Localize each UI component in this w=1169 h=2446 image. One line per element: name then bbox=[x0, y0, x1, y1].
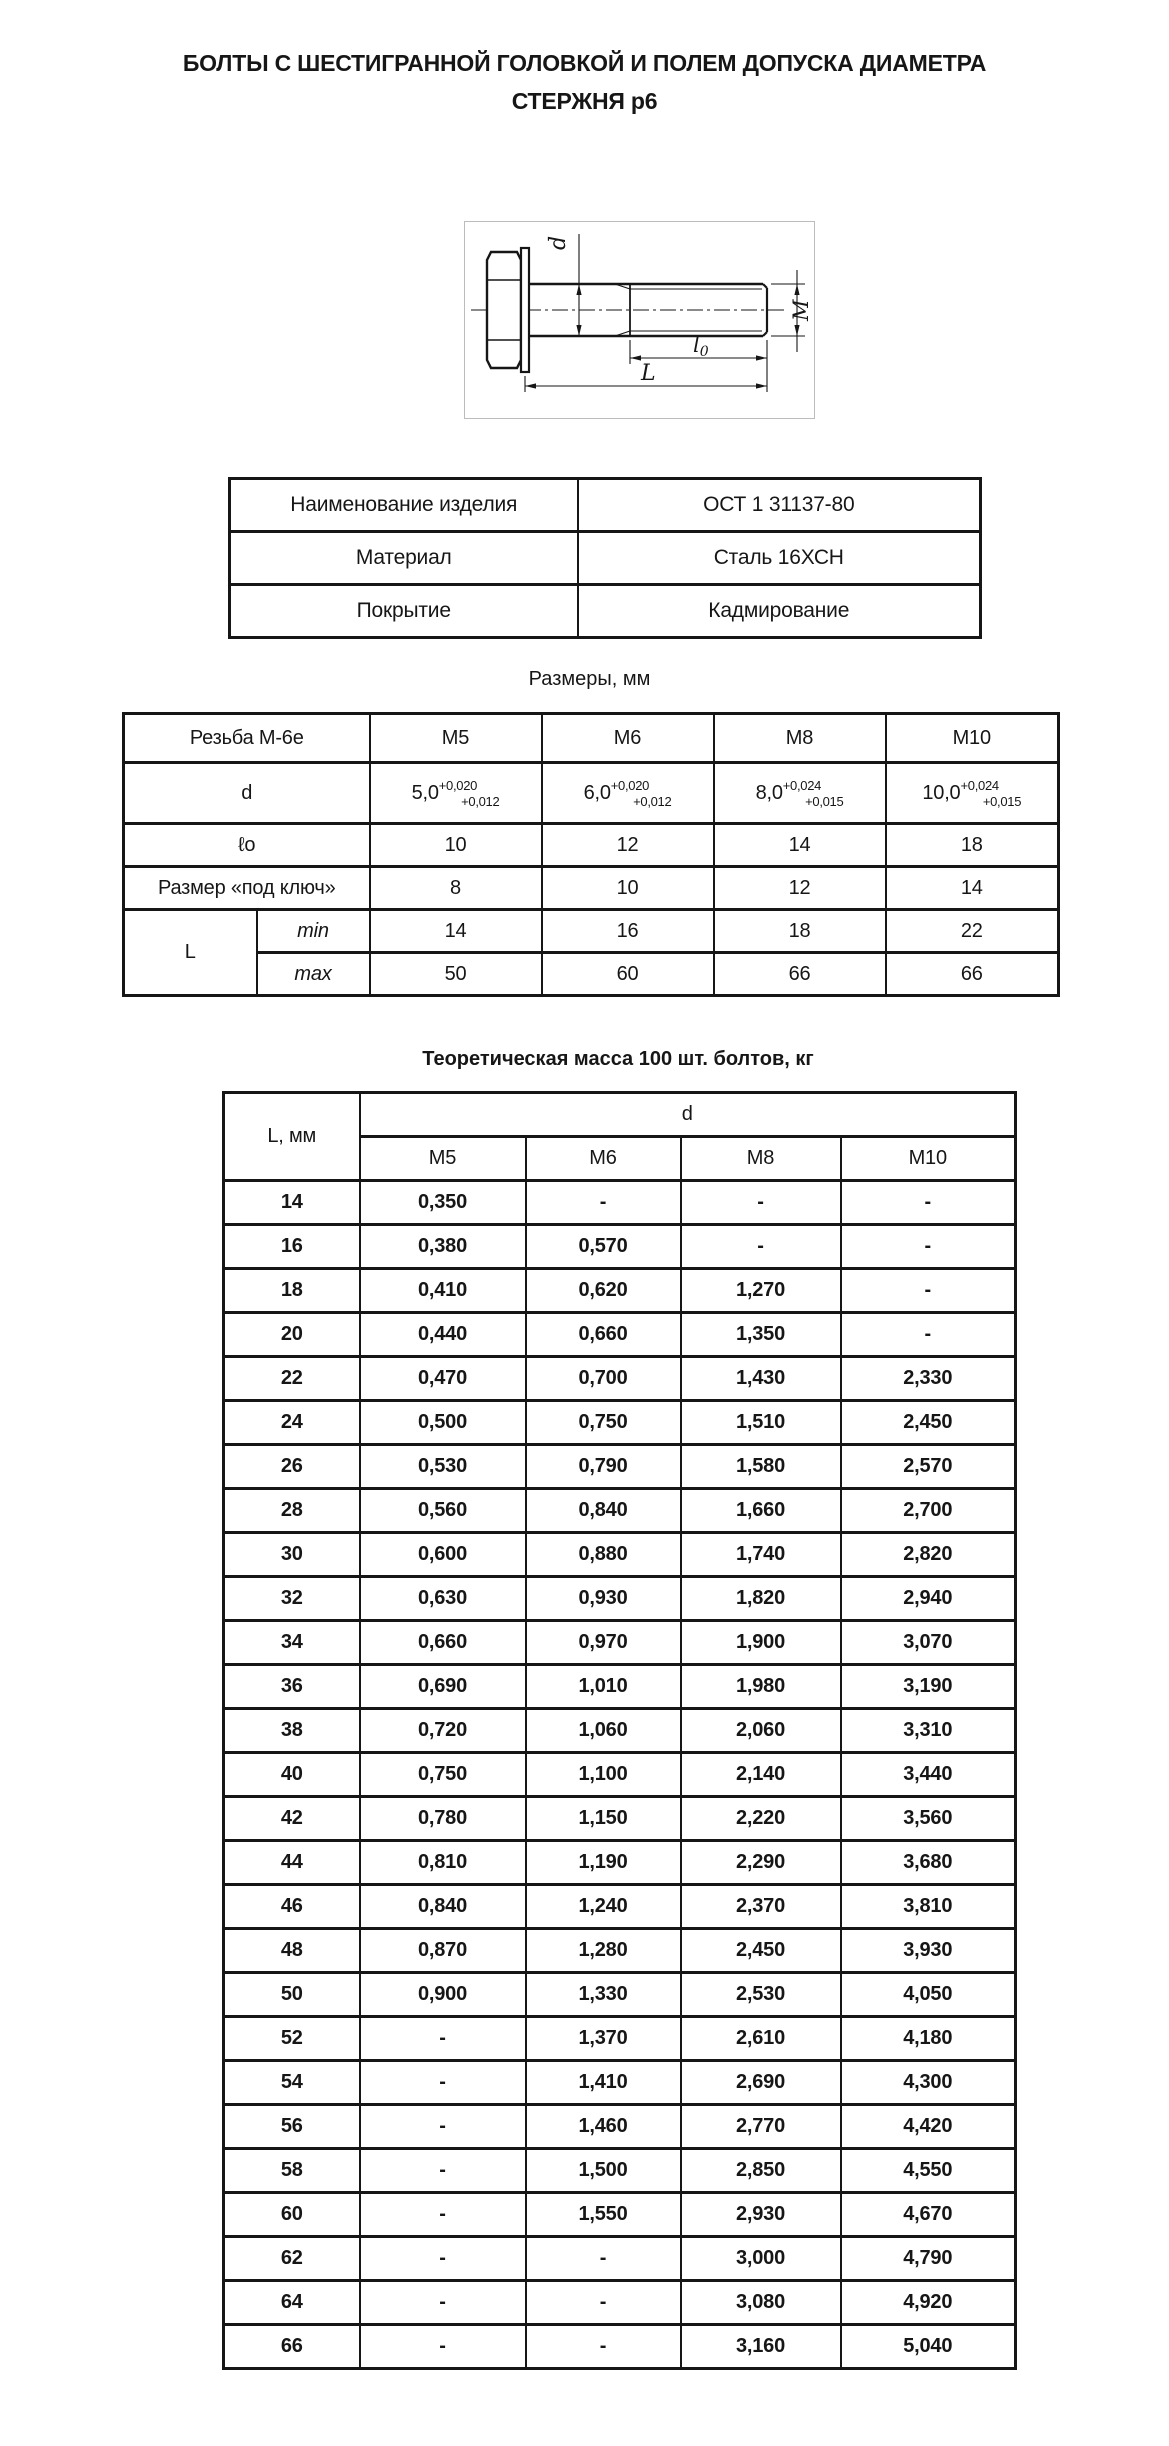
mass-row-length: 16 bbox=[224, 1225, 360, 1269]
mass-cell: 2,330 bbox=[841, 1357, 1016, 1401]
mass-cell: 1,580 bbox=[681, 1445, 841, 1489]
mass-cell: 0,750 bbox=[526, 1401, 681, 1445]
mass-cell: - bbox=[526, 1181, 681, 1225]
mass-table-body bbox=[224, 1093, 1016, 2369]
page-title-line2: СТЕРЖНЯ р6 bbox=[511, 88, 658, 114]
dim-max-value: 50 bbox=[370, 953, 542, 996]
mass-table-row bbox=[224, 1401, 1016, 1445]
mass-table bbox=[222, 1091, 1017, 2370]
mass-cell: - bbox=[841, 1225, 1016, 1269]
mass-cell: 3,080 bbox=[681, 2281, 841, 2325]
mass-cell: 3,190 bbox=[841, 1665, 1016, 1709]
mass-row-length: 54 bbox=[224, 2061, 360, 2105]
mass-cell: 4,670 bbox=[841, 2193, 1016, 2237]
mass-cell: 0,470 bbox=[360, 1357, 526, 1401]
bolt-collar bbox=[521, 248, 529, 372]
mass-cell: 0,900 bbox=[360, 1973, 526, 2017]
info-value: Кадмирование bbox=[578, 585, 981, 638]
mass-cell: 4,790 bbox=[841, 2237, 1016, 2281]
mass-row-length: 34 bbox=[224, 1621, 360, 1665]
info-row bbox=[230, 532, 981, 585]
dimensions-table-caption: Размеры, мм bbox=[528, 668, 651, 690]
mass-table-row bbox=[224, 1269, 1016, 1313]
dim-min-value: 18 bbox=[714, 910, 886, 953]
mass-cell: - bbox=[360, 2281, 526, 2325]
mass-row-length: 38 bbox=[224, 1709, 360, 1753]
mass-row-length: 64 bbox=[224, 2281, 360, 2325]
mass-cell: 2,530 bbox=[681, 1973, 841, 2017]
dim-max-value: 66 bbox=[714, 953, 886, 996]
dim-d-value: $5,0^{+0,020}_{+0,012}$ bbox=[370, 763, 542, 824]
mass-cell: 4,920 bbox=[841, 2281, 1016, 2325]
dim-min-value: 16 bbox=[542, 910, 714, 953]
tip-chamfer-bottom bbox=[763, 332, 767, 336]
mass-cell: - bbox=[526, 2281, 681, 2325]
mass-cell: - bbox=[360, 2061, 526, 2105]
mass-cell: - bbox=[360, 2017, 526, 2061]
mass-row-length: 66 bbox=[224, 2325, 360, 2369]
dim-row-L-min bbox=[124, 910, 1059, 953]
mass-table-caption: Теоретическая масса 100 шт. болтов, кг bbox=[422, 1048, 814, 1070]
dim-row-d bbox=[124, 763, 1059, 824]
dim-max-value: 60 bbox=[542, 953, 714, 996]
mass-cell: 0,530 bbox=[360, 1445, 526, 1489]
mass-row-length: 46 bbox=[224, 1885, 360, 1929]
mass-cell: 3,930 bbox=[841, 1929, 1016, 1973]
mass-cell: 1,550 bbox=[526, 2193, 681, 2237]
mass-cell: 4,180 bbox=[841, 2017, 1016, 2061]
mass-cell: 2,060 bbox=[681, 1709, 841, 1753]
dim-size-header: М6 bbox=[542, 714, 714, 763]
product-info-table bbox=[228, 477, 982, 639]
mass-cell: 2,930 bbox=[681, 2193, 841, 2237]
mass-row-length: 60 bbox=[224, 2193, 360, 2237]
mass-cell: - bbox=[526, 2237, 681, 2281]
mass-cell: - bbox=[681, 1225, 841, 1269]
mass-cell: 1,240 bbox=[526, 1885, 681, 1929]
mass-cell: 0,750 bbox=[360, 1753, 526, 1797]
mass-table-row bbox=[224, 1973, 1016, 2017]
mass-cell: 5,040 bbox=[841, 2325, 1016, 2369]
mass-cell: 1,010 bbox=[526, 1665, 681, 1709]
mass-table-row bbox=[224, 2017, 1016, 2061]
mass-cell: - bbox=[360, 2105, 526, 2149]
mass-cell: 2,450 bbox=[841, 1401, 1016, 1445]
mass-cell: 1,410 bbox=[526, 2061, 681, 2105]
mass-cell: 1,430 bbox=[681, 1357, 841, 1401]
mass-table-row bbox=[224, 1489, 1016, 1533]
info-row bbox=[230, 479, 981, 532]
mass-cell: 1,740 bbox=[681, 1533, 841, 1577]
info-row bbox=[230, 585, 981, 638]
mass-row-length: 14 bbox=[224, 1181, 360, 1225]
mass-cell: 0,630 bbox=[360, 1577, 526, 1621]
info-value: ОСТ 1 31137-80 bbox=[578, 479, 981, 532]
mass-cell: 4,050 bbox=[841, 1973, 1016, 2017]
mass-row-length: 18 bbox=[224, 1269, 360, 1313]
mass-row-length: 62 bbox=[224, 2237, 360, 2281]
dimension-label-l0: l0 bbox=[693, 333, 709, 360]
dim-max-label: max bbox=[257, 953, 370, 996]
mass-cell: - bbox=[526, 2325, 681, 2369]
mass-table-row bbox=[224, 2105, 1016, 2149]
mass-cell: 4,420 bbox=[841, 2105, 1016, 2149]
mass-cell: 1,100 bbox=[526, 1753, 681, 1797]
mass-cell: 1,500 bbox=[526, 2149, 681, 2193]
mass-cell: 0,720 bbox=[360, 1709, 526, 1753]
mass-table-row bbox=[224, 1445, 1016, 1489]
dim-size-header: М10 bbox=[886, 714, 1059, 763]
mass-row-length: 22 bbox=[224, 1357, 360, 1401]
mass-cell: 0,570 bbox=[526, 1225, 681, 1269]
info-value: Сталь 16ХСН bbox=[578, 532, 981, 585]
dim-size-header: М5 bbox=[370, 714, 542, 763]
dim-l0-value: 12 bbox=[542, 824, 714, 867]
page-title-line1: БОЛТЫ С ШЕСТИГРАННОЙ ГОЛОВКОЙ И ПОЛЕМ ДОПУСКА ДИАМЕТРА bbox=[182, 50, 987, 76]
dim-row-label: ℓо bbox=[124, 824, 370, 867]
mass-cell: 1,330 bbox=[526, 1973, 681, 2017]
mass-table-row bbox=[224, 2325, 1016, 2369]
mass-cell: 0,440 bbox=[360, 1313, 526, 1357]
mass-cell: 1,980 bbox=[681, 1665, 841, 1709]
mass-cell: 3,810 bbox=[841, 1885, 1016, 1929]
mass-cell: 4,300 bbox=[841, 2061, 1016, 2105]
mass-row-length: 40 bbox=[224, 1753, 360, 1797]
mass-table-row bbox=[224, 1357, 1016, 1401]
dim-row-l0 bbox=[124, 824, 1059, 867]
mass-table-row bbox=[224, 2061, 1016, 2105]
mass-cell: 0,870 bbox=[360, 1929, 526, 1973]
mass-table-row bbox=[224, 1709, 1016, 1753]
mass-cell: 0,930 bbox=[526, 1577, 681, 1621]
mass-cell: - bbox=[841, 1181, 1016, 1225]
mass-table-row bbox=[224, 2281, 1016, 2325]
dim-M-arrow-up bbox=[794, 284, 799, 295]
mass-header-d: d bbox=[360, 1093, 1016, 1137]
mass-table-row bbox=[224, 1929, 1016, 1973]
mass-cell: 0,780 bbox=[360, 1797, 526, 1841]
mass-cell: 0,840 bbox=[526, 1489, 681, 1533]
mass-table-row bbox=[224, 1753, 1016, 1797]
mass-cell: 1,060 bbox=[526, 1709, 681, 1753]
info-label: Материал bbox=[230, 532, 578, 585]
bolt-head bbox=[487, 252, 521, 368]
dim-l0-value: 10 bbox=[370, 824, 542, 867]
mass-cell: 0,690 bbox=[360, 1665, 526, 1709]
mass-row-length: 58 bbox=[224, 2149, 360, 2193]
mass-cell: 2,140 bbox=[681, 1753, 841, 1797]
mass-cell: 0,700 bbox=[526, 1357, 681, 1401]
dim-wrench-value: 12 bbox=[714, 867, 886, 910]
mass-cell: 1,660 bbox=[681, 1489, 841, 1533]
mass-row-length: 26 bbox=[224, 1445, 360, 1489]
dimension-label-L: L bbox=[641, 361, 656, 386]
mass-cell: 0,810 bbox=[360, 1841, 526, 1885]
dim-d-arrow-down bbox=[576, 325, 581, 336]
page-title bbox=[0, 44, 1169, 120]
mass-cell: 0,660 bbox=[360, 1621, 526, 1665]
dim-min-value: 14 bbox=[370, 910, 542, 953]
dim-row-label: Размер «под ключ» bbox=[124, 867, 370, 910]
mass-row-length: 42 bbox=[224, 1797, 360, 1841]
mass-cell: 0,350 bbox=[360, 1181, 526, 1225]
mass-cell: 2,290 bbox=[681, 1841, 841, 1885]
mass-cell: 1,150 bbox=[526, 1797, 681, 1841]
mass-table-row bbox=[224, 1797, 1016, 1841]
mass-cell: 4,550 bbox=[841, 2149, 1016, 2193]
mass-size-header: М5 bbox=[360, 1137, 526, 1181]
mass-size-header: М6 bbox=[526, 1137, 681, 1181]
mass-table-row bbox=[224, 1225, 1016, 1269]
mass-cell: 0,410 bbox=[360, 1269, 526, 1313]
mass-header-L: L, мм bbox=[224, 1093, 360, 1181]
mass-table-row bbox=[224, 2149, 1016, 2193]
mass-row-length: 24 bbox=[224, 1401, 360, 1445]
dimensions-table bbox=[122, 712, 1060, 997]
dim-M-arrow-down bbox=[794, 325, 799, 336]
dim-wrench-value: 8 bbox=[370, 867, 542, 910]
mass-cell: 0,600 bbox=[360, 1533, 526, 1577]
dim-wrench-value: 10 bbox=[542, 867, 714, 910]
mass-row-length: 48 bbox=[224, 1929, 360, 1973]
mass-cell: 3,680 bbox=[841, 1841, 1016, 1885]
mass-cell: 3,440 bbox=[841, 1753, 1016, 1797]
mass-table-row bbox=[224, 1621, 1016, 1665]
mass-cell: 0,560 bbox=[360, 1489, 526, 1533]
info-label: Покрытие bbox=[230, 585, 578, 638]
mass-row-length: 56 bbox=[224, 2105, 360, 2149]
mass-cell: - bbox=[681, 1181, 841, 1225]
mass-table-row bbox=[224, 1577, 1016, 1621]
mass-cell: 0,840 bbox=[360, 1885, 526, 1929]
dim-l0-arrow-left bbox=[630, 355, 641, 360]
bolt-drawing-figure bbox=[464, 221, 815, 419]
mass-row-length: 20 bbox=[224, 1313, 360, 1357]
dim-l0-value: 18 bbox=[886, 824, 1059, 867]
mass-cell: 1,510 bbox=[681, 1401, 841, 1445]
mass-cell: 0,660 bbox=[526, 1313, 681, 1357]
mass-cell: 3,560 bbox=[841, 1797, 1016, 1841]
mass-row-length: 28 bbox=[224, 1489, 360, 1533]
mass-cell: 2,450 bbox=[681, 1929, 841, 1973]
dim-d-arrow-up bbox=[576, 284, 581, 295]
tip-chamfer-top bbox=[763, 284, 767, 288]
mass-cell: 3,160 bbox=[681, 2325, 841, 2369]
mass-cell: 1,370 bbox=[526, 2017, 681, 2061]
mass-table-row bbox=[224, 1181, 1016, 1225]
mass-table-row bbox=[224, 1533, 1016, 1577]
dim-L-arrow-left bbox=[525, 383, 536, 388]
mass-cell: 1,460 bbox=[526, 2105, 681, 2149]
mass-cell: 0,500 bbox=[360, 1401, 526, 1445]
mass-cell: 2,850 bbox=[681, 2149, 841, 2193]
mass-row-length: 44 bbox=[224, 1841, 360, 1885]
dim-max-value: 66 bbox=[886, 953, 1059, 996]
mass-cell: 3,070 bbox=[841, 1621, 1016, 1665]
mass-cell: 2,570 bbox=[841, 1445, 1016, 1489]
dim-row-thread bbox=[124, 714, 1059, 763]
mass-cell: - bbox=[360, 2193, 526, 2237]
mass-cell: 1,190 bbox=[526, 1841, 681, 1885]
mass-cell: - bbox=[841, 1313, 1016, 1357]
mass-table-row bbox=[224, 1665, 1016, 1709]
mass-cell: 2,770 bbox=[681, 2105, 841, 2149]
bolt-drawing-svg bbox=[465, 222, 814, 418]
mass-cell: 2,610 bbox=[681, 2017, 841, 2061]
dim-min-value: 22 bbox=[886, 910, 1059, 953]
mass-row-length: 30 bbox=[224, 1533, 360, 1577]
dim-l0-arrow-right bbox=[756, 355, 767, 360]
mass-cell: 0,380 bbox=[360, 1225, 526, 1269]
info-label: Наименование изделия bbox=[230, 479, 578, 532]
mass-cell: 1,280 bbox=[526, 1929, 681, 1973]
dim-d-value: $8,0^{+0,024}_{+0,015}$ bbox=[714, 763, 886, 824]
dim-row-label: d bbox=[124, 763, 370, 824]
mass-cell: 0,880 bbox=[526, 1533, 681, 1577]
dim-row-wrench bbox=[124, 867, 1059, 910]
mass-cell: 1,820 bbox=[681, 1577, 841, 1621]
mass-table-row bbox=[224, 2237, 1016, 2281]
mass-row-length: 36 bbox=[224, 1665, 360, 1709]
mass-table-row bbox=[224, 1313, 1016, 1357]
mass-cell: 0,970 bbox=[526, 1621, 681, 1665]
mass-cell: 0,620 bbox=[526, 1269, 681, 1313]
mass-cell: 2,690 bbox=[681, 2061, 841, 2105]
mass-cell: 2,820 bbox=[841, 1533, 1016, 1577]
mass-cell: - bbox=[360, 2237, 526, 2281]
mass-cell: 0,790 bbox=[526, 1445, 681, 1489]
mass-table-row bbox=[224, 1841, 1016, 1885]
mass-cell: 1,270 bbox=[681, 1269, 841, 1313]
mass-cell: 3,000 bbox=[681, 2237, 841, 2281]
dim-d-value: $6,0^{+0,020}_{+0,012}$ bbox=[542, 763, 714, 824]
mass-cell: - bbox=[841, 1269, 1016, 1313]
dim-row-label: Резьба М-6е bbox=[124, 714, 370, 763]
dim-wrench-value: 14 bbox=[886, 867, 1059, 910]
mass-cell: - bbox=[360, 2325, 526, 2369]
dim-size-header: М8 bbox=[714, 714, 886, 763]
mass-header-row-1 bbox=[224, 1093, 1016, 1137]
dim-row-L-max bbox=[124, 953, 1059, 996]
mass-row-length: 32 bbox=[224, 1577, 360, 1621]
mass-cell: 2,700 bbox=[841, 1489, 1016, 1533]
dimension-label-M: M bbox=[789, 299, 813, 321]
mass-size-header: М10 bbox=[841, 1137, 1016, 1181]
dim-min-label: min bbox=[257, 910, 370, 953]
dim-d-value: $10,0^{+0,024}_{+0,015}$ bbox=[886, 763, 1059, 824]
dim-L-arrow-right bbox=[756, 383, 767, 388]
mass-cell: 3,310 bbox=[841, 1709, 1016, 1753]
dim-row-label-L: L bbox=[124, 910, 257, 996]
mass-cell: 1,350 bbox=[681, 1313, 841, 1357]
mass-cell: 2,220 bbox=[681, 1797, 841, 1841]
dimension-label-d: d bbox=[546, 235, 571, 250]
dim-l0-value: 14 bbox=[714, 824, 886, 867]
mass-cell: 2,370 bbox=[681, 1885, 841, 1929]
mass-row-length: 52 bbox=[224, 2017, 360, 2061]
mass-table-row bbox=[224, 1885, 1016, 1929]
mass-cell: 1,900 bbox=[681, 1621, 841, 1665]
mass-cell: 2,940 bbox=[841, 1577, 1016, 1621]
mass-cell: - bbox=[360, 2149, 526, 2193]
mass-table-row bbox=[224, 2193, 1016, 2237]
mass-size-header: М8 bbox=[681, 1137, 841, 1181]
mass-row-length: 50 bbox=[224, 1973, 360, 2017]
